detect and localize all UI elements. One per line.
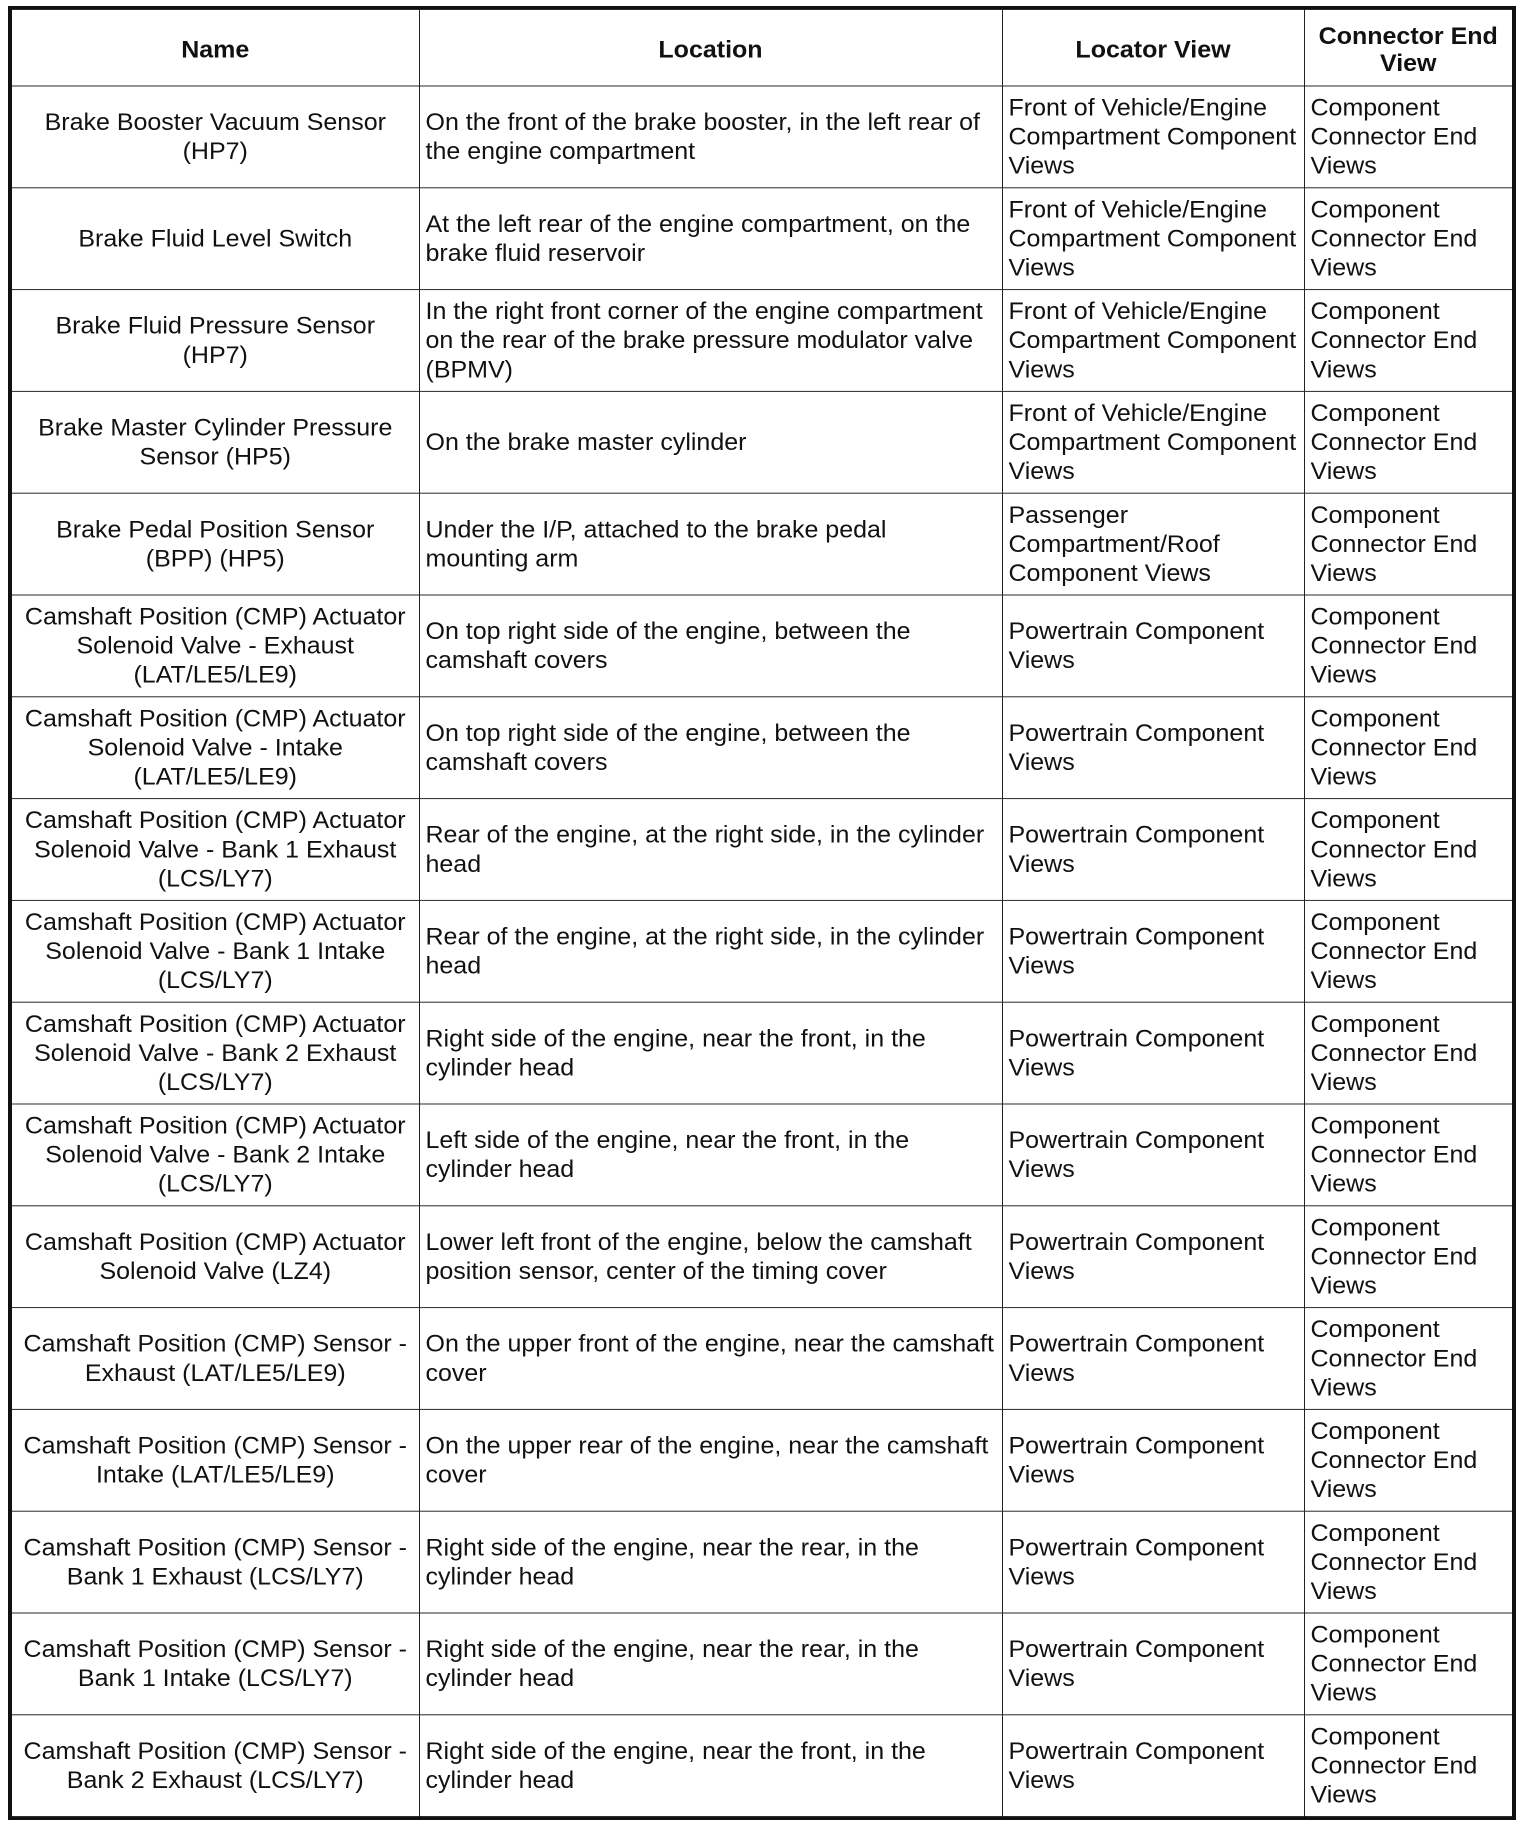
- connector-end-view-link[interactable]: Component Connector End Views: [1304, 1409, 1514, 1511]
- location-cell: On the upper front of the engine, near the camshaft cover: [419, 1308, 1002, 1410]
- locator-view-link[interactable]: Powertrain Component Views: [1002, 1409, 1304, 1511]
- component-name-cell: Brake Fluid Level Switch: [10, 188, 419, 290]
- location-cell: Right side of the engine, near the rear, in the cylinder head: [419, 1511, 1002, 1613]
- connector-end-view-link[interactable]: Component Connector End Views: [1304, 1104, 1514, 1206]
- table-row: [10, 1308, 1514, 1410]
- component-name-cell: Camshaft Position (CMP) Sensor - Bank 1 Intake (LCS/LY7): [10, 1613, 419, 1715]
- table-row: [10, 799, 1514, 901]
- connector-end-view-link[interactable]: Component Connector End Views: [1304, 1511, 1514, 1613]
- locator-view-link[interactable]: Powertrain Component Views: [1002, 595, 1304, 697]
- header-row: [10, 8, 1514, 86]
- location-cell: In the right front corner of the engine compartment on the rear of the brake pressure modulator valve (BPMV): [419, 290, 1002, 392]
- location-cell: On the front of the brake booster, in the left rear of the engine compartment: [419, 86, 1002, 188]
- component-locator-sheet: [8, 6, 1512, 1809]
- connector-end-view-link[interactable]: Component Connector End Views: [1304, 595, 1514, 697]
- table-row: [10, 595, 1514, 697]
- table-row: [10, 188, 1514, 290]
- location-cell: Lower left front of the engine, below the camshaft position sensor, center of the timing cover: [419, 1206, 1002, 1308]
- table-row: [10, 900, 1514, 1002]
- locator-view-link[interactable]: Powertrain Component Views: [1002, 697, 1304, 799]
- connector-end-view-link[interactable]: Component Connector End Views: [1304, 493, 1514, 595]
- location-cell: On the upper rear of the engine, near the camshaft cover: [419, 1409, 1002, 1511]
- connector-end-view-link[interactable]: Component Connector End Views: [1304, 290, 1514, 392]
- component-name-cell: Camshaft Position (CMP) Actuator Solenoid Valve - Intake (LAT/LE5/LE9): [10, 697, 419, 799]
- locator-view-link[interactable]: Powertrain Component Views: [1002, 1715, 1304, 1818]
- table-row: [10, 1409, 1514, 1511]
- locator-view-link[interactable]: Powertrain Component Views: [1002, 799, 1304, 901]
- header-location: Location: [419, 8, 1002, 86]
- component-name-cell: Camshaft Position (CMP) Actuator Solenoid Valve - Bank 1 Intake (LCS/LY7): [10, 900, 419, 1002]
- header-locator-view: Locator View: [1002, 8, 1304, 86]
- component-name-cell: Camshaft Position (CMP) Actuator Solenoid Valve - Bank 2 Exhaust (LCS/LY7): [10, 1002, 419, 1104]
- connector-end-view-link[interactable]: Component Connector End Views: [1304, 1002, 1514, 1104]
- component-name-cell: Camshaft Position (CMP) Sensor - Bank 1 Exhaust (LCS/LY7): [10, 1511, 419, 1613]
- locator-view-link[interactable]: Passenger Compartment/Roof Component Views: [1002, 493, 1304, 595]
- location-cell: On top right side of the engine, between the camshaft covers: [419, 697, 1002, 799]
- table-row: [10, 86, 1514, 188]
- locator-view-link[interactable]: Powertrain Component Views: [1002, 1511, 1304, 1613]
- component-name-cell: Camshaft Position (CMP) Actuator Solenoid Valve - Bank 1 Exhaust (LCS/LY7): [10, 799, 419, 901]
- locator-view-link[interactable]: Powertrain Component Views: [1002, 1206, 1304, 1308]
- locator-view-link[interactable]: Front of Vehicle/Engine Compartment Component Views: [1002, 86, 1304, 188]
- location-cell: At the left rear of the engine compartment, on the brake fluid reservoir: [419, 188, 1002, 290]
- connector-end-view-link[interactable]: Component Connector End Views: [1304, 1613, 1514, 1715]
- locator-view-link[interactable]: Powertrain Component Views: [1002, 1308, 1304, 1410]
- header-connector-end-view: Connector End View: [1304, 8, 1514, 86]
- component-name-cell: Brake Booster Vacuum Sensor (HP7): [10, 86, 419, 188]
- connector-end-view-link[interactable]: Component Connector End Views: [1304, 799, 1514, 901]
- connector-end-view-link[interactable]: Component Connector End Views: [1304, 188, 1514, 290]
- component-name-cell: Camshaft Position (CMP) Sensor - Bank 2 Exhaust (LCS/LY7): [10, 1715, 419, 1818]
- table-row: [10, 697, 1514, 799]
- component-name-cell: Brake Pedal Position Sensor (BPP) (HP5): [10, 493, 419, 595]
- table-row: [10, 1511, 1514, 1613]
- connector-end-view-link[interactable]: Component Connector End Views: [1304, 900, 1514, 1002]
- location-cell: Left side of the engine, near the front, in the cylinder head: [419, 1104, 1002, 1206]
- component-name-cell: Brake Fluid Pressure Sensor (HP7): [10, 290, 419, 392]
- header-name: Name: [10, 8, 419, 86]
- connector-end-view-link[interactable]: Component Connector End Views: [1304, 86, 1514, 188]
- location-cell: Right side of the engine, near the front, in the cylinder head: [419, 1002, 1002, 1104]
- connector-end-view-link[interactable]: Component Connector End Views: [1304, 1308, 1514, 1410]
- component-name-cell: Brake Master Cylinder Pressure Sensor (HP5): [10, 391, 419, 493]
- locator-view-link[interactable]: Powertrain Component Views: [1002, 1002, 1304, 1104]
- locator-view-link[interactable]: Front of Vehicle/Engine Compartment Component Views: [1002, 290, 1304, 392]
- location-cell: Under the I/P, attached to the brake pedal mounting arm: [419, 493, 1002, 595]
- locator-view-link[interactable]: Front of Vehicle/Engine Compartment Component Views: [1002, 391, 1304, 493]
- locator-view-link[interactable]: Front of Vehicle/Engine Compartment Component Views: [1002, 188, 1304, 290]
- component-name-cell: Camshaft Position (CMP) Actuator Solenoid Valve (LZ4): [10, 1206, 419, 1308]
- component-name-cell: Camshaft Position (CMP) Actuator Solenoid Valve - Exhaust (LAT/LE5/LE9): [10, 595, 419, 697]
- table-row: [10, 290, 1514, 392]
- table-row: [10, 391, 1514, 493]
- locator-view-link[interactable]: Powertrain Component Views: [1002, 1613, 1304, 1715]
- table-row: [10, 1104, 1514, 1206]
- connector-end-view-link[interactable]: Component Connector End Views: [1304, 1715, 1514, 1818]
- locator-view-link[interactable]: Powertrain Component Views: [1002, 900, 1304, 1002]
- location-cell: On top right side of the engine, between the camshaft covers: [419, 595, 1002, 697]
- table-row: [10, 1002, 1514, 1104]
- table-row: [10, 493, 1514, 595]
- location-cell: Rear of the engine, at the right side, in the cylinder head: [419, 799, 1002, 901]
- connector-end-view-link[interactable]: Component Connector End Views: [1304, 1206, 1514, 1308]
- locator-view-link[interactable]: Powertrain Component Views: [1002, 1104, 1304, 1206]
- table-row: [10, 1206, 1514, 1308]
- component-name-cell: Camshaft Position (CMP) Sensor - Exhaust (LAT/LE5/LE9): [10, 1308, 419, 1410]
- component-name-cell: Camshaft Position (CMP) Actuator Solenoid Valve - Bank 2 Intake (LCS/LY7): [10, 1104, 419, 1206]
- location-cell: Rear of the engine, at the right side, in the cylinder head: [419, 900, 1002, 1002]
- location-cell: Right side of the engine, near the front, in the cylinder head: [419, 1715, 1002, 1818]
- location-cell: Right side of the engine, near the rear, in the cylinder head: [419, 1613, 1002, 1715]
- component-locator-table: [8, 6, 1516, 1820]
- connector-end-view-link[interactable]: Component Connector End Views: [1304, 391, 1514, 493]
- connector-end-view-link[interactable]: Component Connector End Views: [1304, 697, 1514, 799]
- component-name-cell: Camshaft Position (CMP) Sensor - Intake (LAT/LE5/LE9): [10, 1409, 419, 1511]
- location-cell: On the brake master cylinder: [419, 391, 1002, 493]
- table-row: [10, 1715, 1514, 1818]
- table-row: [10, 1613, 1514, 1715]
